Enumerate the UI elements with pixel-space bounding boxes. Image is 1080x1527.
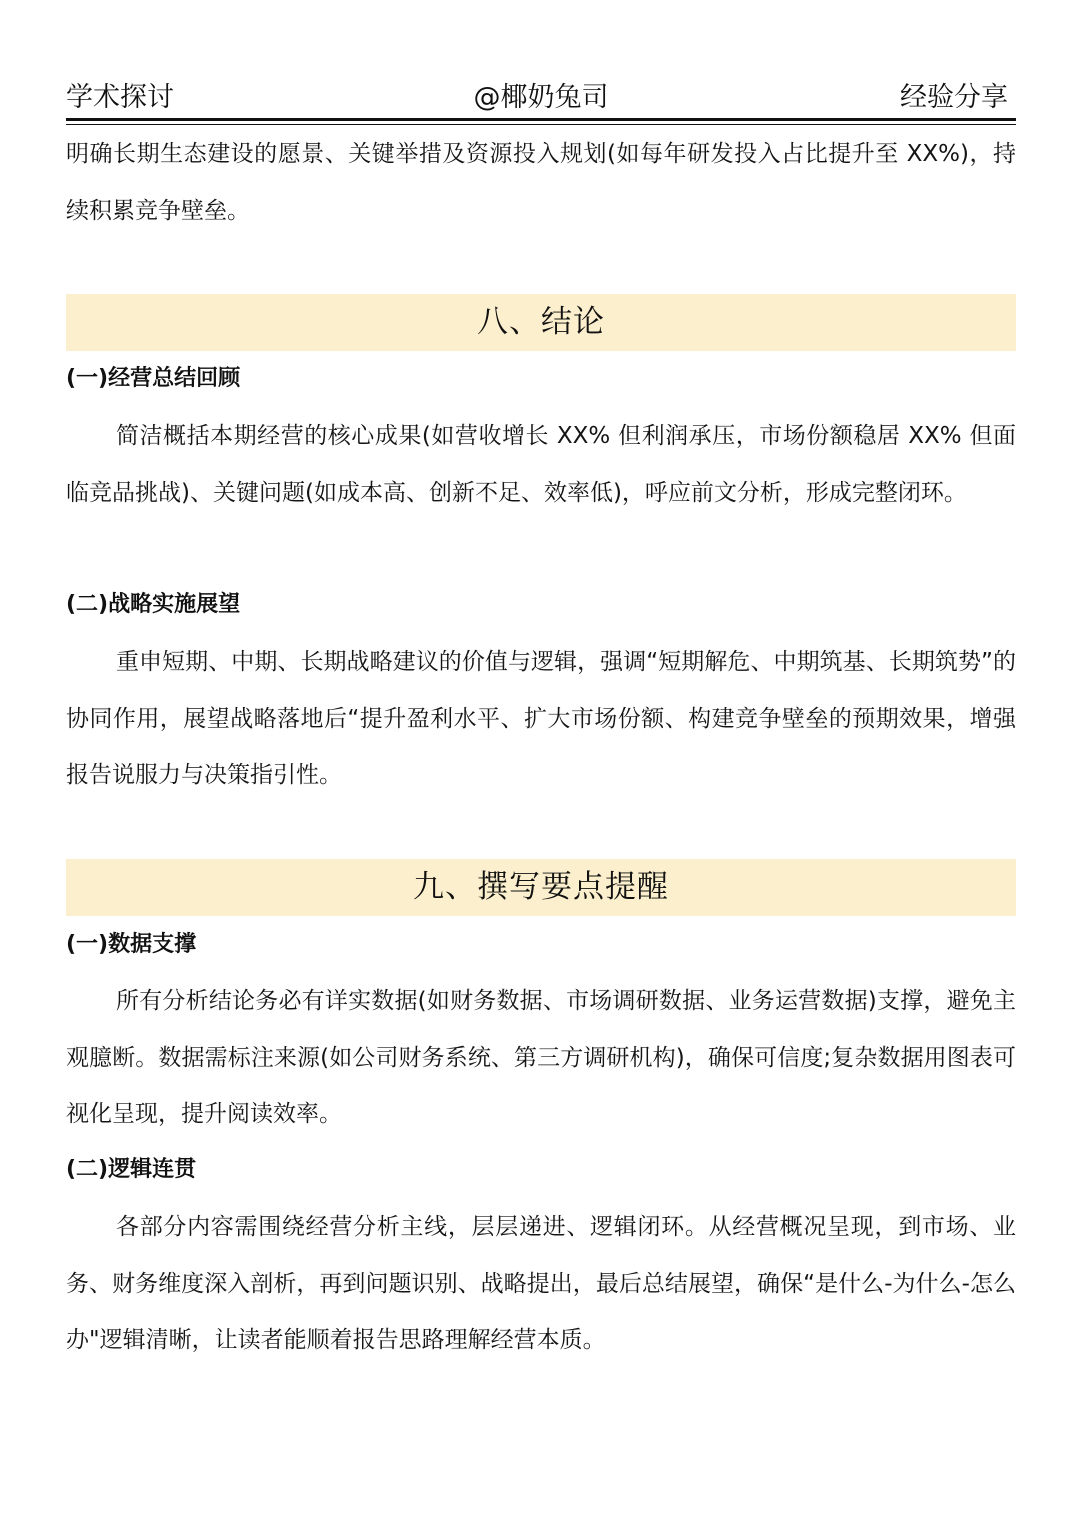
header-divider-thin	[66, 124, 1016, 125]
subsection-heading: (一)数据支撑	[66, 932, 197, 957]
subsection-paragraph: 各部分内容需围绕经营分析主线，层层递进、逻辑闭环。从经营概况呈现，到市场、业务、财务维度深入剖析，再到问题识别、战略提出，最后总结展望，确保“是什么-为什么-怎么办"逻辑清晰，让读者能顺着报告思路理解经营本质。	[66, 1214, 1016, 1353]
subsection-heading: (一)经营总结回顾	[66, 366, 241, 391]
subsection-paragraph: 简洁概括本期经营的核心成果(如营收增长 XX% 但利润承压，市场份额稳居 XX% 但面临竞品挑战)、关键问题(如成本高、创新不足、效率低)，呼应前文分析，形成完整闭环。	[66, 423, 1016, 506]
header-divider-thick	[66, 118, 1016, 121]
subsection-heading: (二)逻辑连贯	[66, 1157, 197, 1182]
header-left-label: 学术探讨	[66, 82, 174, 113]
page-header	[66, 78, 1016, 118]
subsection-heading: (二)战略实施展望	[66, 592, 241, 617]
subsection-paragraph: 重申短期、中期、长期战略建议的价值与逻辑，强调“短期解危、中期筑基、长期筑势”的协同作用，展望战略落地后“提升盈利水平、扩大市场份额、构建竞争壁垒的预期效果，增强报告说服力与决策指引性。	[66, 649, 1016, 788]
intro-paragraph: 明确长期生态建设的愿景、关键举措及资源投入规划(如每年研发投入占比提升至 XX%)，持续积累竞争壁垒。	[66, 141, 1016, 224]
header-right-label: 经验分享	[900, 82, 1008, 113]
section-title-writing-tips: 九、撰写要点提醒	[66, 859, 1016, 916]
section-title-conclusion: 八、结论	[66, 294, 1016, 351]
header-center-label: @椰奶兔司	[473, 82, 609, 113]
subsection-paragraph: 所有分析结论务必有详实数据(如财务数据、市场调研数据、业务运营数据)支撑，避免主观臆断。数据需标注来源(如公司财务系统、第三方调研机构)，确保可信度;复杂数据用图表可视化呈现，提升阅读效率。	[66, 988, 1016, 1127]
